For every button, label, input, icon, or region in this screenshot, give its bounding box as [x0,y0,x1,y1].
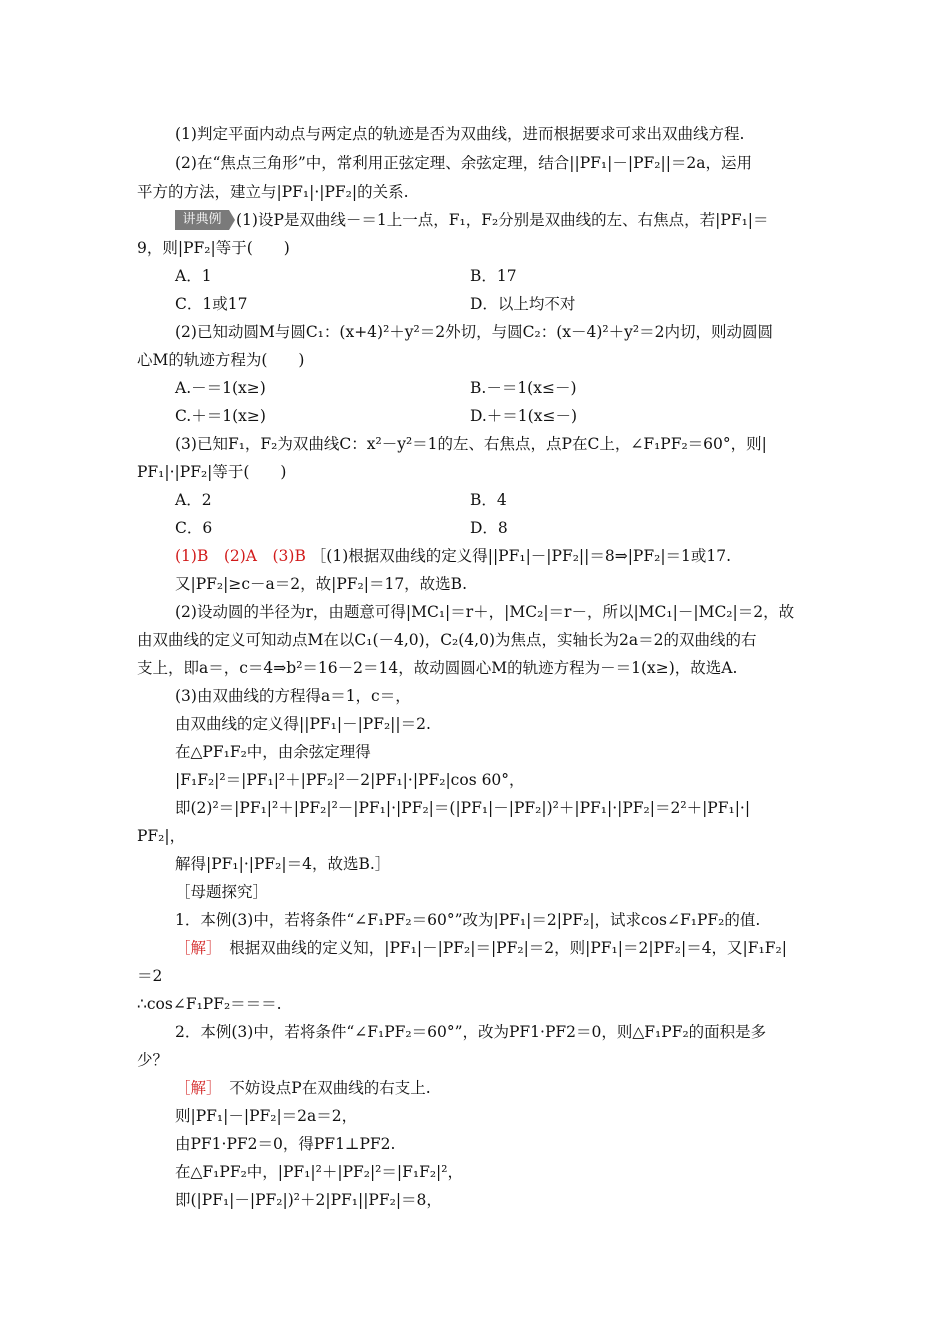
explore-2-solution-text: 不妨设点P在双曲线的右支上. [213,1079,431,1097]
explore-1-solution-line-2: ＝2 [137,967,163,985]
solution-3-line-7: 解得|PF₁|·|PF₂|＝4，故选B.］ [175,855,391,873]
intro-point-1: (1)判定平面内动点与两定点的轨迹是否为双曲线，进而根据要求可求出双曲线方程. [175,125,745,143]
solution-3-line-4: |F₁F₂|²＝|PF₁|²＋|PF₂|²－2|PF₁|·|PF₂|cos 60°， [175,771,525,789]
answer-line-1 [175,546,731,566]
solution-3-line-2: 由双曲线的定义得||PF₁|－|PF₂||＝2. [175,715,431,733]
explore-2-solution-line-5: 即(|PF₁|－|PF₂|)²＋2|PF₁||PF₂|＝8， [175,1191,442,1209]
q3-option-b: B．4 [470,491,507,509]
solution-1-line-2: 又|PF₂|≥c－a＝2，故|PF₂|＝17，故选B. [175,575,467,593]
intro-point-2-line-2: 平方的方法，建立与|PF₁|·|PF₂|的关系. [137,183,409,201]
solution-2-line-2: 由双曲线的定义可知动点M在以C₁(－4,0)，C₂(4,0)为焦点，实轴长为2a＝2的双曲线的右 [137,631,757,649]
explore-2-solution-line-1 [175,1078,431,1098]
explore-1-question: 1．本例(3)中，若将条件“∠F₁PF₂＝60°”改为|PF₁|＝2|PF₂|，试求cos∠F₁PF₂的值. [175,911,761,929]
solution-1-text: ［(1)根据双曲线的定义得||PF₁|－|PF₂||＝8⇒|PF₂|＝1或17. [310,547,732,565]
explore-1-solution-line-1 [175,938,787,958]
explore-2-solution-line-4: 在△F₁PF₂中，|PF₁|²＋|PF₂|²＝|F₁F₂|²， [175,1163,463,1181]
solution-2-line-3: 支上，即a＝，c＝4⇒b²＝16－2＝14，故动圆圆心M的轨迹方程为－＝1(x≥)，故选A. [137,659,738,677]
q2-option-d: D.＋＝1(x≤－) [470,407,577,425]
explore-2-question-line-1: 2．本例(3)中，若将条件“∠F₁PF₂＝60°”，改为PF1·PF2＝0，则△F₁PF₂的面积是多 [175,1023,767,1041]
q1-option-b: B．17 [470,267,517,285]
q3-option-a: A．2 [175,491,212,509]
q3-option-d: D．8 [470,519,508,537]
solution-3-line-6: PF₂|， [137,827,186,845]
solution-3-line-3: 在△PF₁F₂中，由余弦定理得 [175,743,371,761]
q1-option-a: A．1 [175,267,212,285]
answer-key: (1)B (2)A (3)B [175,547,306,565]
intro-point-2-line-1: (2)在“焦点三角形”中，常利用正弦定理、余弦定理，结合||PF₁|－|PF₂||＝2a，运用 [175,154,753,172]
explore-1-solution-line-3: ∴cos∠F₁PF₂＝＝＝. [137,995,282,1013]
question-2-line-1: (2)已知动圆M与圆C₁：(x+4)²＋y²＝2外切，与圆C₂：(x－4)²＋y²＝2内切，则动圆圆 [175,323,773,341]
solution-3-line-1: (3)由双曲线的方程得a＝1，c＝， [175,687,411,705]
q2-option-c: C.＋＝1(x≥) [175,407,266,425]
question-1-line-2: 9，则|PF₂|等于( ) [137,239,290,257]
solution-2-line-1: (2)设动圆的半径为r，由题意可得|MC₁|＝r＋，|MC₂|＝r－，所以|MC₁|－|MC₂|＝2，故 [175,603,795,621]
solution-label: ［解］ [175,939,214,957]
q1-option-d: D．以上均不对 [470,295,576,313]
question-1-line-1: (1)设P是双曲线－＝1上一点，F₁，F₂分别是双曲线的左、右焦点，若|PF₁|＝ [236,211,769,229]
q2-option-b: B.－＝1(x≤－) [470,379,577,397]
example-tag-badge: 讲典例 [175,210,229,230]
explore-2-solution-line-2: 则|PF₁|－|PF₂|＝2a＝2， [175,1107,358,1125]
q3-option-c: C．6 [175,519,213,537]
explore-heading: ［母题探究］ [175,883,269,901]
q1-option-c: C．1或17 [175,295,248,313]
question-3-line-1: (3)已知F₁，F₂为双曲线C：x²－y²＝1的左、右焦点，点P在C上，∠F₁PF₂＝60°，则| [175,435,767,453]
explore-2-question-line-2: 少？ [137,1051,169,1069]
explore-1-solution-text: 根据双曲线的定义知，|PF₁|－|PF₂|＝|PF₂|＝2，则|PF₁|＝2|PF₂|＝4，又|F₁F₂| [213,939,787,957]
q2-option-a: A.－＝1(x≥) [175,379,266,397]
solution-3-line-5: 即(2)²＝|PF₁|²＋|PF₂|²－|PF₁|·|PF₂|＝(|PF₁|－|PF₂|)²＋|PF₁|·|PF₂|＝2²＋|PF₁|·| [175,799,751,817]
solution-label: ［解］ [175,1079,214,1097]
explore-2-solution-line-3: 由PF1·PF2＝0，得PF1⊥PF2. [175,1135,396,1153]
question-3-line-2: PF₁|·|PF₂|等于( ) [137,463,287,481]
question-2-line-2: 心M的轨迹方程为( ) [137,351,305,369]
